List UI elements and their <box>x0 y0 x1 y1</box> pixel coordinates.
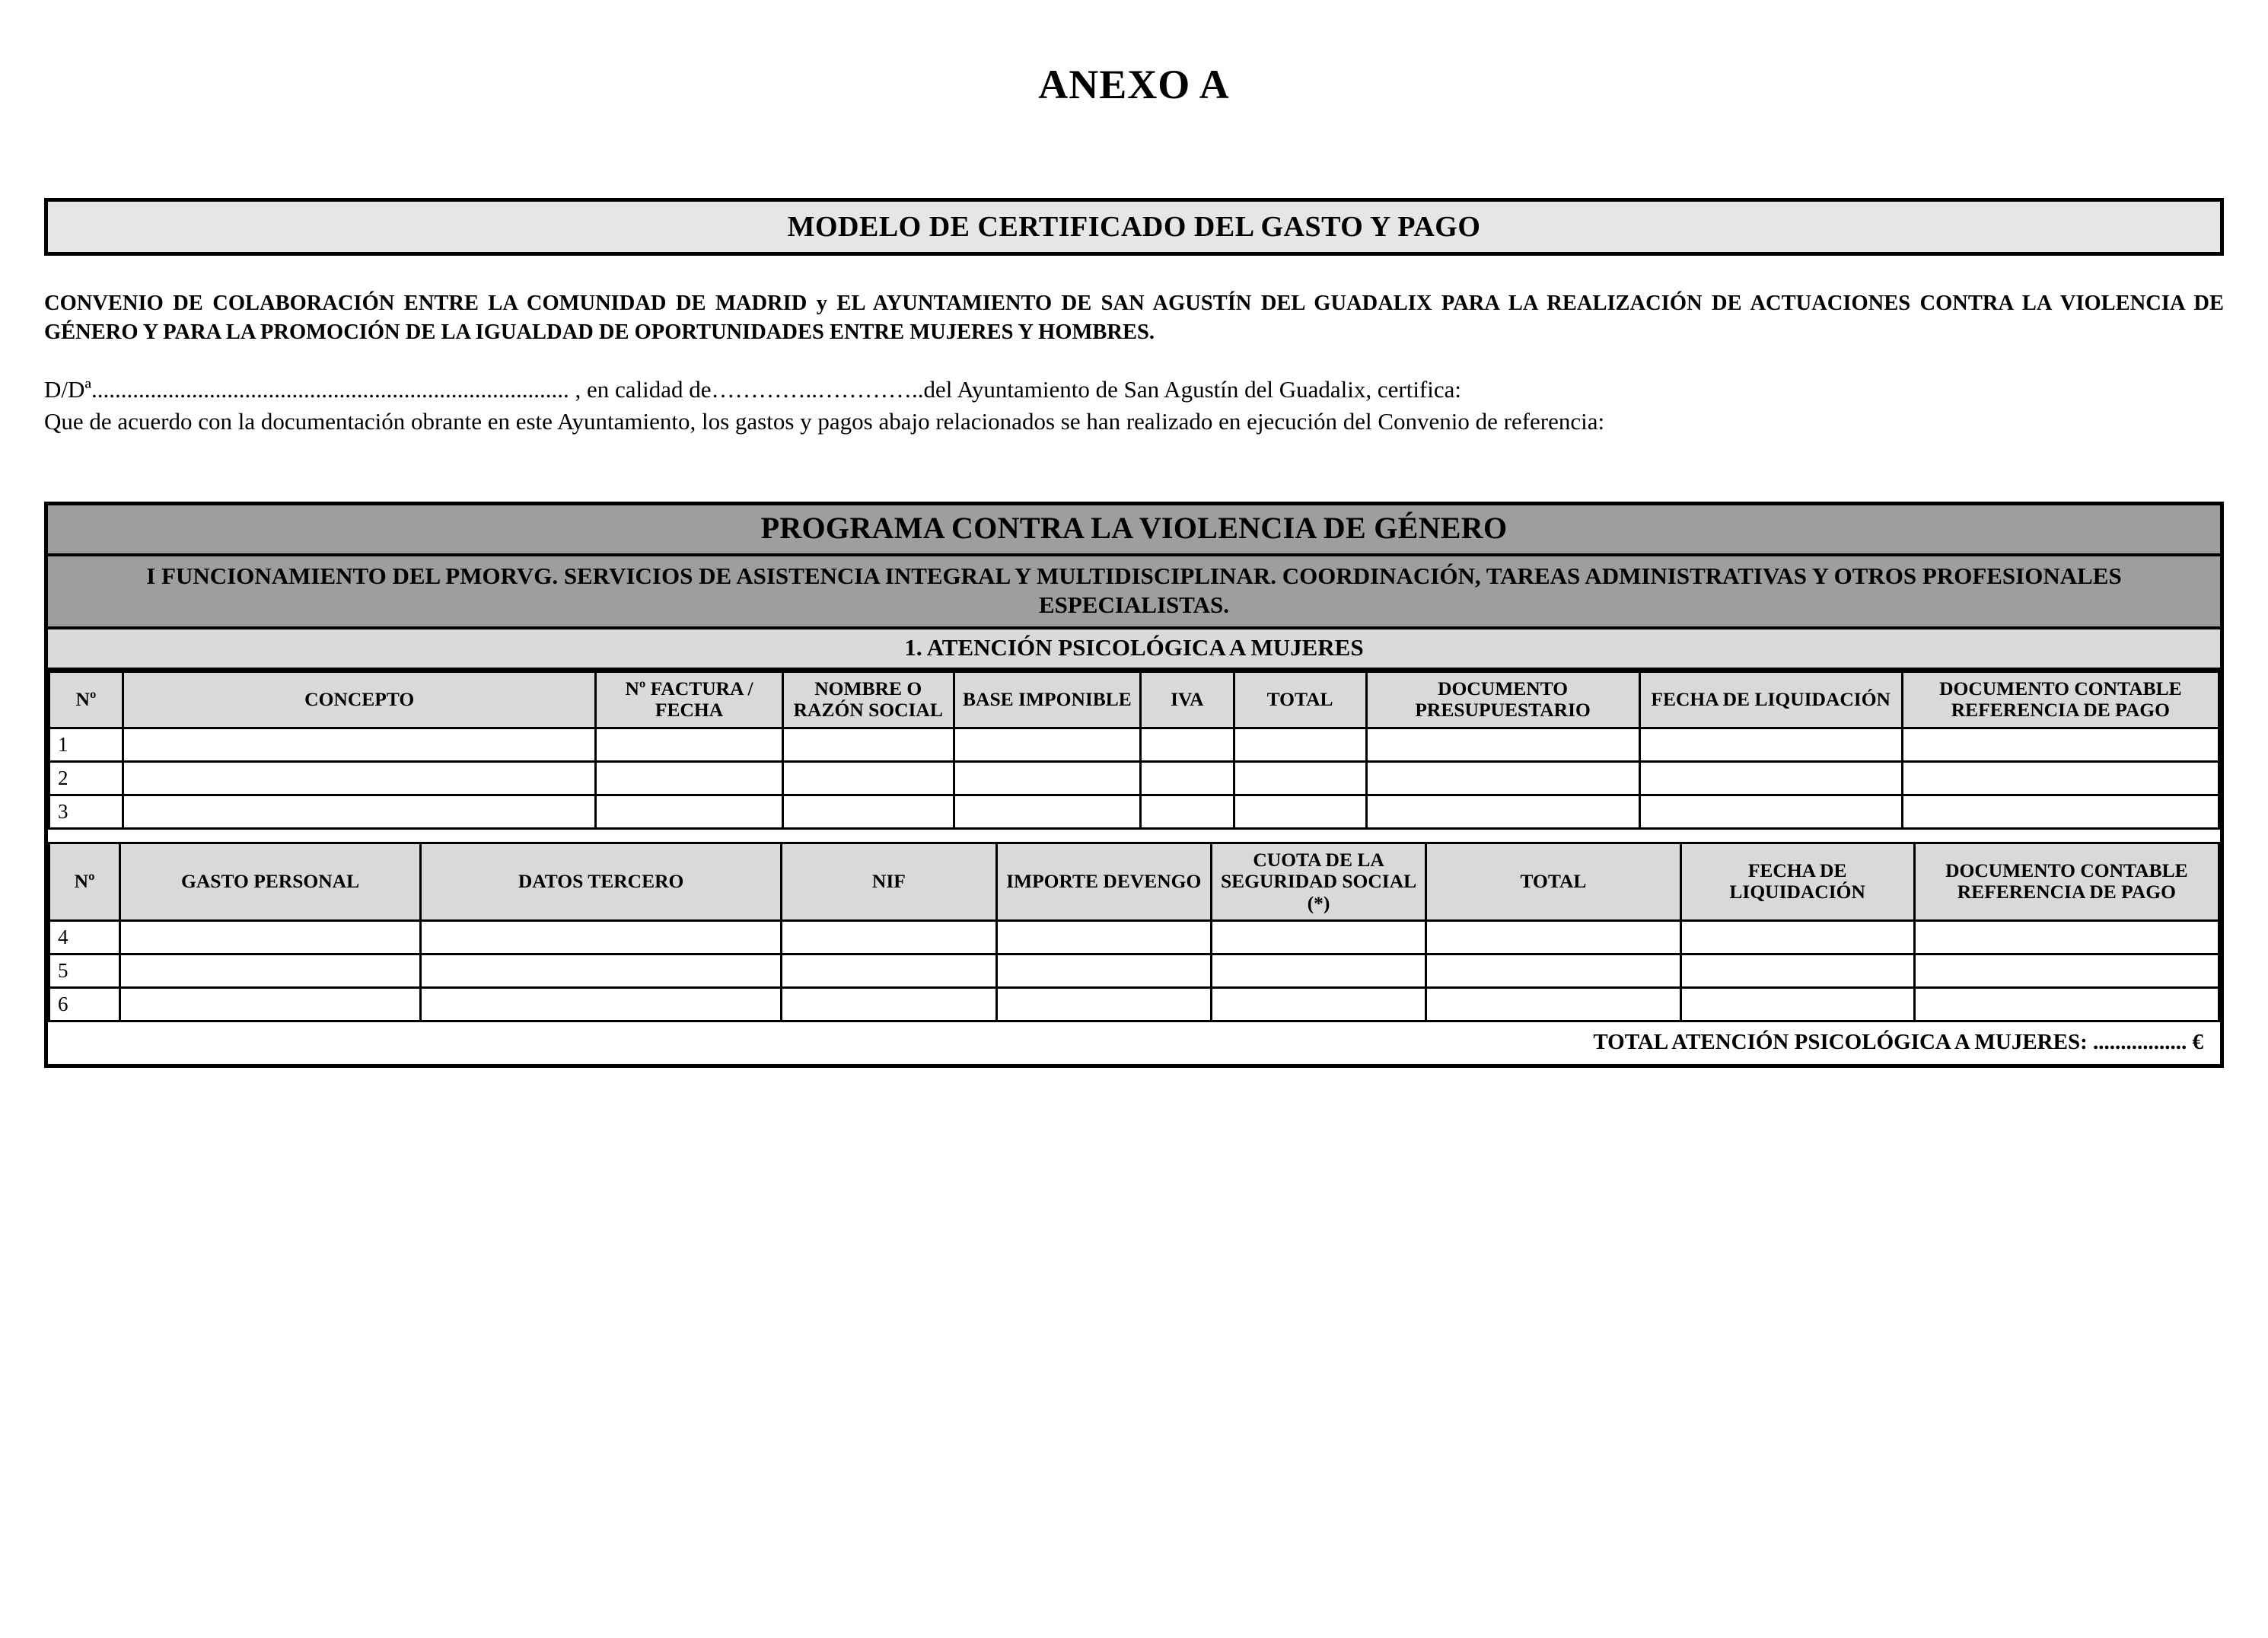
table-row[interactable] <box>49 954 2219 988</box>
row-number: 3 <box>49 795 123 828</box>
cell-documento-contable[interactable] <box>1902 795 2219 828</box>
cell-importe-devengo[interactable] <box>996 954 1211 988</box>
cell-fecha-liquidacion[interactable] <box>1639 728 1902 761</box>
cell-fecha-liquidacion[interactable] <box>1680 988 1914 1021</box>
cell-datos-tercero[interactable] <box>420 954 781 988</box>
cell-importe-devengo[interactable] <box>996 921 1211 954</box>
col-header-concepto: CONCEPTO <box>123 671 596 728</box>
row-number: 5 <box>49 954 120 988</box>
row-number: 1 <box>49 728 123 761</box>
cell-total[interactable] <box>1234 795 1366 828</box>
cell-documento-contable[interactable] <box>1902 728 2219 761</box>
table-gap <box>48 830 2220 842</box>
cell-cuota-seguridad-social[interactable] <box>1211 988 1425 1021</box>
cell-total[interactable] <box>1426 954 1680 988</box>
table-row[interactable] <box>49 761 2219 795</box>
section-title-row: I FUNCIONAMIENTO DEL PMORVG. SERVICIOS DE ASISTENCIA INTEGRAL Y MULTIDISCIPLINAR. COORDINACIÓN, TAREAS ADMINISTRATIVAS Y OTROS PROFESIONALES ESPECIALISTAS. <box>48 556 2220 629</box>
subsection-title-row: 1. ATENCIÓN PSICOLÓGICA A MUJERES <box>48 629 2220 671</box>
cell-documento-contable[interactable] <box>1914 988 2219 1021</box>
col-header-documento-presupuestario: DOCUMENTO PRESUPUESTARIO <box>1366 671 1639 728</box>
cell-concepto[interactable] <box>123 728 596 761</box>
cell-iva[interactable] <box>1141 795 1234 828</box>
banner-certificado <box>44 198 2224 256</box>
cell-concepto[interactable] <box>123 795 596 828</box>
declaration-line-2: Que de acuerdo con la documentación obrante en este Ayuntamiento, los gastos y pagos abajo relacionados se han realizado en ejecución del Convenio de referencia: <box>44 408 1605 435</box>
col-header-nombre-razon-social: NOMBRE O RAZÓN SOCIAL <box>782 671 954 728</box>
table-row[interactable] <box>49 988 2219 1021</box>
cell-gasto-personal[interactable] <box>120 988 421 1021</box>
table-row[interactable] <box>49 921 2219 954</box>
cell-nif[interactable] <box>782 954 996 988</box>
table-header-row <box>49 671 2219 728</box>
cell-total[interactable] <box>1234 728 1366 761</box>
col-header-total: TOTAL <box>1426 843 1680 921</box>
convenio-intro-paragraph: CONVENIO DE COLABORACIÓN ENTRE LA COMUNIDAD DE MADRID y EL AYUNTAMIENTO DE SAN AGUSTÍN DEL GUADALIX PARA LA REALIZACIÓN DE ACTUACIONES CONTRA LA VIOLENCIA DE GÉNERO Y PARA LA PROMOCIÓN DE LA IGUALDAD DE OPORTUNIDADES ENTRE MUJERES Y HOMBRES. <box>44 292 2224 344</box>
cell-total[interactable] <box>1426 988 1680 1021</box>
cell-fecha-liquidacion[interactable] <box>1639 761 1902 795</box>
col-header-documento-contable-referencia-pago: DOCUMENTO CONTABLE REFERENCIA DE PAGO <box>1914 843 2219 921</box>
col-header-importe-devengo: IMPORTE DEVENGO <box>996 843 1211 921</box>
col-header-nif: NIF <box>782 843 996 921</box>
cell-concepto[interactable] <box>123 761 596 795</box>
cell-nombre-razon-social[interactable] <box>782 728 954 761</box>
col-header-numero: Nº <box>49 843 120 921</box>
col-header-base-imponible: BASE IMPONIBLE <box>954 671 1140 728</box>
cell-documento-contable[interactable] <box>1914 954 2219 988</box>
cell-num-factura-fecha[interactable] <box>596 795 782 828</box>
col-header-total: TOTAL <box>1234 671 1366 728</box>
cell-base-imponible[interactable] <box>954 795 1140 828</box>
col-header-cuota-seguridad-social: CUOTA DE LA SEGURIDAD SOCIAL (*) <box>1211 843 1425 921</box>
cell-datos-tercero[interactable] <box>420 921 781 954</box>
declaration-block <box>44 374 2224 438</box>
personnel-table <box>48 842 2220 1023</box>
cell-nif[interactable] <box>782 988 996 1021</box>
page-title: ANEXO A <box>1038 62 1230 107</box>
cell-nif[interactable] <box>782 921 996 954</box>
cell-total[interactable] <box>1426 921 1680 954</box>
cell-gasto-personal[interactable] <box>120 921 421 954</box>
row-number: 6 <box>49 988 120 1021</box>
cell-documento-contable[interactable] <box>1914 921 2219 954</box>
cell-fecha-liquidacion[interactable] <box>1680 921 1914 954</box>
cell-documento-contable[interactable] <box>1902 761 2219 795</box>
col-header-fecha-liquidacion: FECHA DE LIQUIDACIÓN <box>1639 671 1902 728</box>
table-header-row <box>49 843 2219 921</box>
col-header-num-factura-fecha: Nº FACTURA / FECHA <box>596 671 782 728</box>
row-number: 2 <box>49 761 123 795</box>
document-body <box>44 198 2224 1068</box>
cell-datos-tercero[interactable] <box>420 988 781 1021</box>
cell-total[interactable] <box>1234 761 1366 795</box>
col-header-iva: IVA <box>1141 671 1234 728</box>
total-label: TOTAL ATENCIÓN PSICOLÓGICA A MUJERES: ................. € <box>1593 1030 2203 1055</box>
cell-base-imponible[interactable] <box>954 761 1140 795</box>
cell-fecha-liquidacion[interactable] <box>1639 795 1902 828</box>
cell-importe-devengo[interactable] <box>996 988 1211 1021</box>
banner-title: MODELO DE CERTIFICADO DEL GASTO Y PAGO <box>787 211 1481 243</box>
cell-iva[interactable] <box>1141 761 1234 795</box>
expense-table-frame <box>44 502 2224 1068</box>
cell-documento-presupuestario[interactable] <box>1366 761 1639 795</box>
cell-documento-presupuestario[interactable] <box>1366 728 1639 761</box>
cell-iva[interactable] <box>1141 728 1234 761</box>
cell-num-factura-fecha[interactable] <box>596 728 782 761</box>
col-header-datos-tercero: DATOS TERCERO <box>420 843 781 921</box>
cell-nombre-razon-social[interactable] <box>782 795 954 828</box>
declaration-line-1: D/Dª................................................................................. , en calidad de…………..…………..del Ayuntamiento de San Agustín del Guadalix, certifica: <box>44 376 1461 403</box>
cell-cuota-seguridad-social[interactable] <box>1211 954 1425 988</box>
cell-base-imponible[interactable] <box>954 728 1140 761</box>
table-row[interactable] <box>49 728 2219 761</box>
col-header-documento-contable-referencia-pago: DOCUMENTO CONTABLE REFERENCIA DE PAGO <box>1902 671 2219 728</box>
col-header-numero: Nº <box>49 671 123 728</box>
cell-fecha-liquidacion[interactable] <box>1680 954 1914 988</box>
program-title-row: PROGRAMA CONTRA LA VIOLENCIA DE GÉNERO <box>48 505 2220 556</box>
invoices-table <box>48 671 2220 830</box>
cell-cuota-seguridad-social[interactable] <box>1211 921 1425 954</box>
document-page <box>0 61 2268 1638</box>
cell-num-factura-fecha[interactable] <box>596 761 782 795</box>
cell-documento-presupuestario[interactable] <box>1366 795 1639 828</box>
cell-nombre-razon-social[interactable] <box>782 761 954 795</box>
col-header-gasto-personal: GASTO PERSONAL <box>120 843 421 921</box>
table-row[interactable] <box>49 795 2219 828</box>
cell-gasto-personal[interactable] <box>120 954 421 988</box>
col-header-fecha-liquidacion: FECHA DE LIQUIDACIÓN <box>1680 843 1914 921</box>
row-number: 4 <box>49 921 120 954</box>
